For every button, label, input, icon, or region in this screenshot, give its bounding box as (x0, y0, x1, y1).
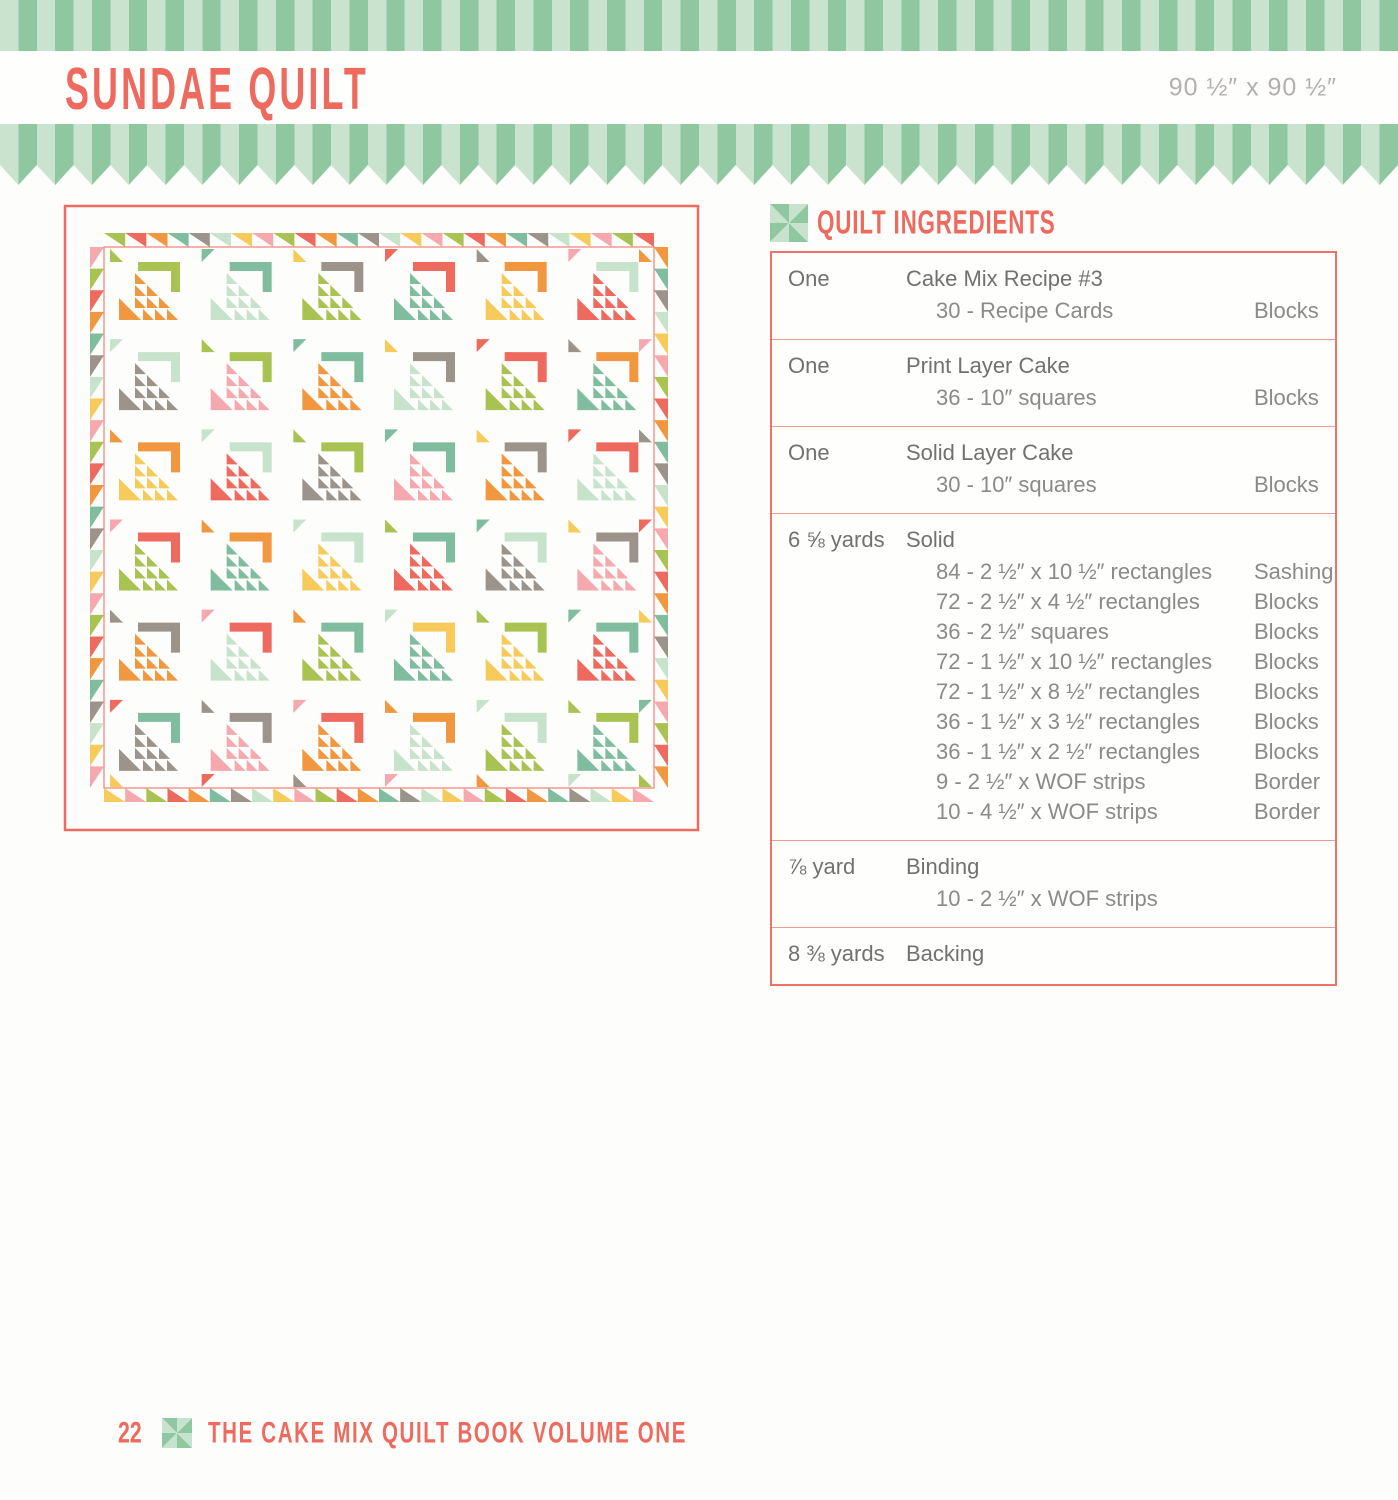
cut-use: Blocks (1254, 649, 1319, 674)
basket-block (119, 623, 180, 681)
basket-block (577, 533, 638, 591)
basket-block (577, 262, 638, 320)
cut-row (936, 296, 1319, 326)
ingredient-row (788, 349, 1319, 383)
cut-spec: 84 - 2 ½″ x 10 ½″ rectangles (936, 559, 1213, 584)
page-footer (118, 1415, 792, 1450)
ingredient-row (788, 850, 1319, 884)
ingredient-name: Cake Mix Recipe #3 (906, 266, 1103, 291)
cut-use: Blocks (1254, 739, 1319, 764)
ingredients-panel (770, 203, 1337, 986)
pinwheel-icon (162, 1418, 192, 1448)
cut-spec: 72 - 2 ½″ x 4 ½″ rectangles (936, 589, 1200, 614)
ingredient-section (772, 426, 1335, 513)
title-band (0, 51, 1398, 124)
basket-block (486, 262, 547, 320)
ingredient-section (772, 840, 1335, 927)
basket-block (577, 713, 638, 771)
basket-block (302, 533, 363, 591)
basket-block (394, 533, 455, 591)
cut-use: Blocks (1254, 679, 1319, 704)
basket-block (211, 262, 272, 320)
cut-row (936, 617, 1319, 647)
cut-use: Blocks (1254, 385, 1319, 410)
cut-row (936, 557, 1334, 587)
basket-block (394, 442, 455, 500)
ingredient-section (772, 253, 1335, 339)
cut-spec: 9 - 2 ½″ x WOF strips (936, 769, 1146, 794)
basket-block (577, 623, 638, 681)
basket-block (486, 713, 547, 771)
ingredient-row (788, 436, 1319, 470)
cut-use: Blocks (1254, 589, 1319, 614)
cut-spec: 10 - 4 ½″ x WOF strips (936, 799, 1158, 824)
page-title: SUNDAE QUILT (65, 53, 369, 122)
basket-block (486, 352, 547, 410)
page-number: 22 (118, 1415, 142, 1450)
ingredient-quantity: 6 ⅝ yards (788, 527, 885, 552)
basket-block (211, 533, 272, 591)
cut-spec: 10 - 2 ½″ x WOF strips (936, 886, 1158, 911)
ingredient-name: Solid (906, 527, 955, 552)
ingredient-row (788, 262, 1319, 296)
cut-use: Blocks (1254, 709, 1319, 734)
ingredient-row (788, 937, 1319, 971)
cut-spec: 30 - Recipe Cards (936, 298, 1114, 323)
basket-block (394, 352, 455, 410)
cut-use: Sashing (1254, 559, 1334, 584)
cut-row (936, 767, 1319, 797)
quilt-diagram (63, 204, 700, 832)
quilt-dimensions: 90 ½″ x 90 ½″ (1168, 73, 1337, 101)
cut-use: Blocks (1254, 298, 1319, 323)
ingredient-name: Backing (906, 941, 985, 966)
cut-spec: 36 - 10″ squares (936, 385, 1097, 410)
pinwheel-icon (770, 204, 808, 242)
book-title: THE CAKE MIX QUILT BOOK VOLUME ONE (207, 1415, 687, 1449)
basket-block (486, 442, 547, 500)
ingredient-name: Solid Layer Cake (906, 440, 1074, 465)
ingredient-quantity: 8 ⅜ yards (788, 941, 885, 966)
ingredient-quantity: One (788, 266, 830, 291)
ingredient-section (772, 927, 1335, 984)
cut-row (936, 587, 1319, 617)
basket-block (577, 352, 638, 410)
cut-use: Border (1254, 769, 1321, 794)
cut-use: Blocks (1254, 472, 1319, 497)
basket-block (211, 352, 272, 410)
basket-block (119, 713, 180, 771)
basket-block (394, 623, 455, 681)
cut-spec: 36 - 2 ½″ squares (936, 619, 1109, 644)
basket-block (119, 262, 180, 320)
basket-block (211, 442, 272, 500)
basket-block (211, 623, 272, 681)
basket-block (302, 713, 363, 771)
cut-row (936, 797, 1319, 827)
ingredient-name: Binding (906, 854, 980, 879)
ingredient-quantity: One (788, 353, 830, 378)
basket-block (577, 442, 638, 500)
ingredient-row (788, 523, 1319, 557)
cut-row (936, 707, 1319, 737)
cut-use: Blocks (1254, 619, 1319, 644)
cut-row (936, 677, 1319, 707)
basket-block (302, 352, 363, 410)
basket-block (394, 713, 455, 771)
cut-row (936, 737, 1319, 767)
basket-block (302, 623, 363, 681)
cut-row (936, 884, 1319, 914)
ingredients-heading-label: QUILT INGREDIENTS (817, 204, 1056, 241)
ingredients-table (770, 251, 1337, 986)
cut-spec: 36 - 1 ½″ x 2 ½″ rectangles (936, 739, 1200, 764)
ingredient-quantity: ⅞ yard (788, 854, 856, 879)
basket-block (119, 533, 180, 591)
cut-spec: 72 - 1 ½″ x 10 ½″ rectangles (936, 649, 1213, 674)
basket-block (302, 262, 363, 320)
cut-spec: 30 - 10″ squares (936, 472, 1097, 497)
cut-row (936, 383, 1319, 413)
ingredient-quantity: One (788, 440, 830, 465)
ingredient-section (772, 513, 1335, 840)
basket-block (119, 442, 180, 500)
cut-use: Border (1254, 799, 1321, 824)
basket-block (486, 623, 547, 681)
ingredient-name: Print Layer Cake (906, 353, 1070, 378)
cut-spec: 36 - 1 ½″ x 3 ½″ rectangles (936, 709, 1200, 734)
cut-use (1254, 884, 1319, 914)
basket-block (486, 533, 547, 591)
cut-row (936, 470, 1319, 500)
ingredient-section (772, 339, 1335, 426)
basket-block (119, 352, 180, 410)
cut-spec: 72 - 1 ½″ x 8 ½″ rectangles (936, 679, 1200, 704)
basket-block (302, 442, 363, 500)
basket-block (394, 262, 455, 320)
cut-row (936, 647, 1319, 677)
basket-block (211, 713, 272, 771)
ingredients-heading (770, 203, 1337, 243)
